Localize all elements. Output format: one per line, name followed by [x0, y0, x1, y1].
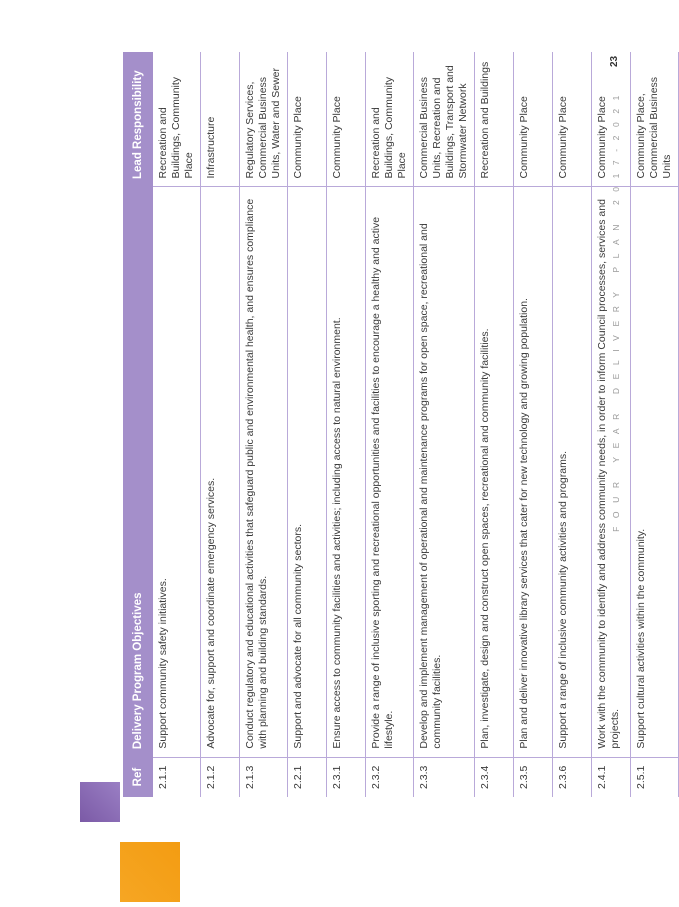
objective-cell: Support community safety initiatives.: [153, 187, 201, 757]
ref-cell: 2.3.6: [553, 757, 592, 797]
decorative-purple-square: [80, 782, 120, 822]
objective-cell: Conduct regulatory and educational activities that safeguard public and environmental health, and ensures compliance with planning and building standards.: [240, 187, 288, 757]
header-responsibility: Lead Responsibility: [123, 52, 153, 187]
table-row: [631, 52, 679, 797]
lead-responsibility-cell: Community Place: [514, 52, 553, 187]
ref-cell: 2.3.3: [414, 757, 475, 797]
lead-responsibility-cell: Recreation and Buildings, Community Place: [366, 52, 414, 187]
footer-title: FOUR YEAR DELIVERY PLAN 2017-2021: [611, 87, 621, 532]
objective-cell: Ensure access to community facilities and activities; including access to natural environment.: [327, 187, 366, 757]
header-ref: Ref: [123, 757, 153, 797]
lead-responsibility-cell: Infrastructure: [201, 52, 240, 187]
lead-responsibility-cell: Community Place, Commercial Business Units: [631, 52, 679, 187]
objective-cell: Support and advocate for all community sectors.: [288, 187, 327, 757]
ref-cell: 2.3.5: [514, 757, 553, 797]
objective-cell: Work with the community to identify and address community needs, in order to inform Council processes, services and projects.: [592, 187, 631, 757]
table-row: [475, 52, 514, 797]
page-number: 23: [609, 55, 620, 67]
lead-responsibility-cell: Community Place: [553, 52, 592, 187]
table-row: [288, 52, 327, 797]
ref-cell: 2.1.1: [153, 757, 201, 797]
table-row: [153, 52, 201, 797]
objective-cell: Advocate for, support and coordinate emergency services.: [201, 187, 240, 757]
table-row: [366, 52, 414, 797]
decorative-orange-square: [120, 842, 180, 902]
lead-responsibility-cell: Community Place: [288, 52, 327, 187]
lead-responsibility-cell: Community Place: [592, 52, 631, 187]
table-row: [327, 52, 366, 797]
ref-cell: 2.3.1: [327, 757, 366, 797]
lead-responsibility-cell: Recreation and Buildings, Community Place: [153, 52, 201, 187]
table-row: [553, 52, 592, 797]
ref-cell: 2.1.3: [240, 757, 288, 797]
table-row: [201, 52, 240, 797]
objective-cell: Provide a range of inclusive sporting and recreational opportunities and facilities to encourage a healthy and active lifestyle.: [366, 187, 414, 757]
ref-cell: 2.3.2: [366, 757, 414, 797]
header-objectives: Delivery Program Objectives: [123, 187, 153, 757]
ref-cell: 2.4.1: [592, 757, 631, 797]
objective-cell: Support cultural activities within the community.: [631, 187, 679, 757]
table-header-row: [123, 52, 153, 797]
ref-cell: 2.2.1: [288, 757, 327, 797]
ref-cell: 2.5.1: [631, 757, 679, 797]
table-row: [414, 52, 475, 797]
ref-cell: 2.3.4: [475, 757, 514, 797]
table-row: [514, 52, 553, 797]
objective-cell: Plan and deliver innovative library services that cater for new technology and growing population.: [514, 187, 553, 757]
objective-cell: Plan, investigate, design and construct open spaces, recreational and community facilities.: [475, 187, 514, 757]
objective-cell: Support a range of inclusive community activities and programs.: [553, 187, 592, 757]
lead-responsibility-cell: Regulatory Services, Commercial Business Units, Water and Sewer: [240, 52, 288, 187]
delivery-program-table: [123, 52, 679, 797]
objective-cell: Develop and implement management of operational and maintenance programs for open space, recreational and community facilities.: [414, 187, 475, 757]
table-row: [240, 52, 288, 797]
lead-responsibility-cell: Recreation and Buildings: [475, 52, 514, 187]
lead-responsibility-cell: Community Place: [327, 52, 366, 187]
ref-cell: 2.1.2: [201, 757, 240, 797]
lead-responsibility-cell: Commercial Business Units, Recreation and Buildings, Transport and Stormwater Network: [414, 52, 475, 187]
